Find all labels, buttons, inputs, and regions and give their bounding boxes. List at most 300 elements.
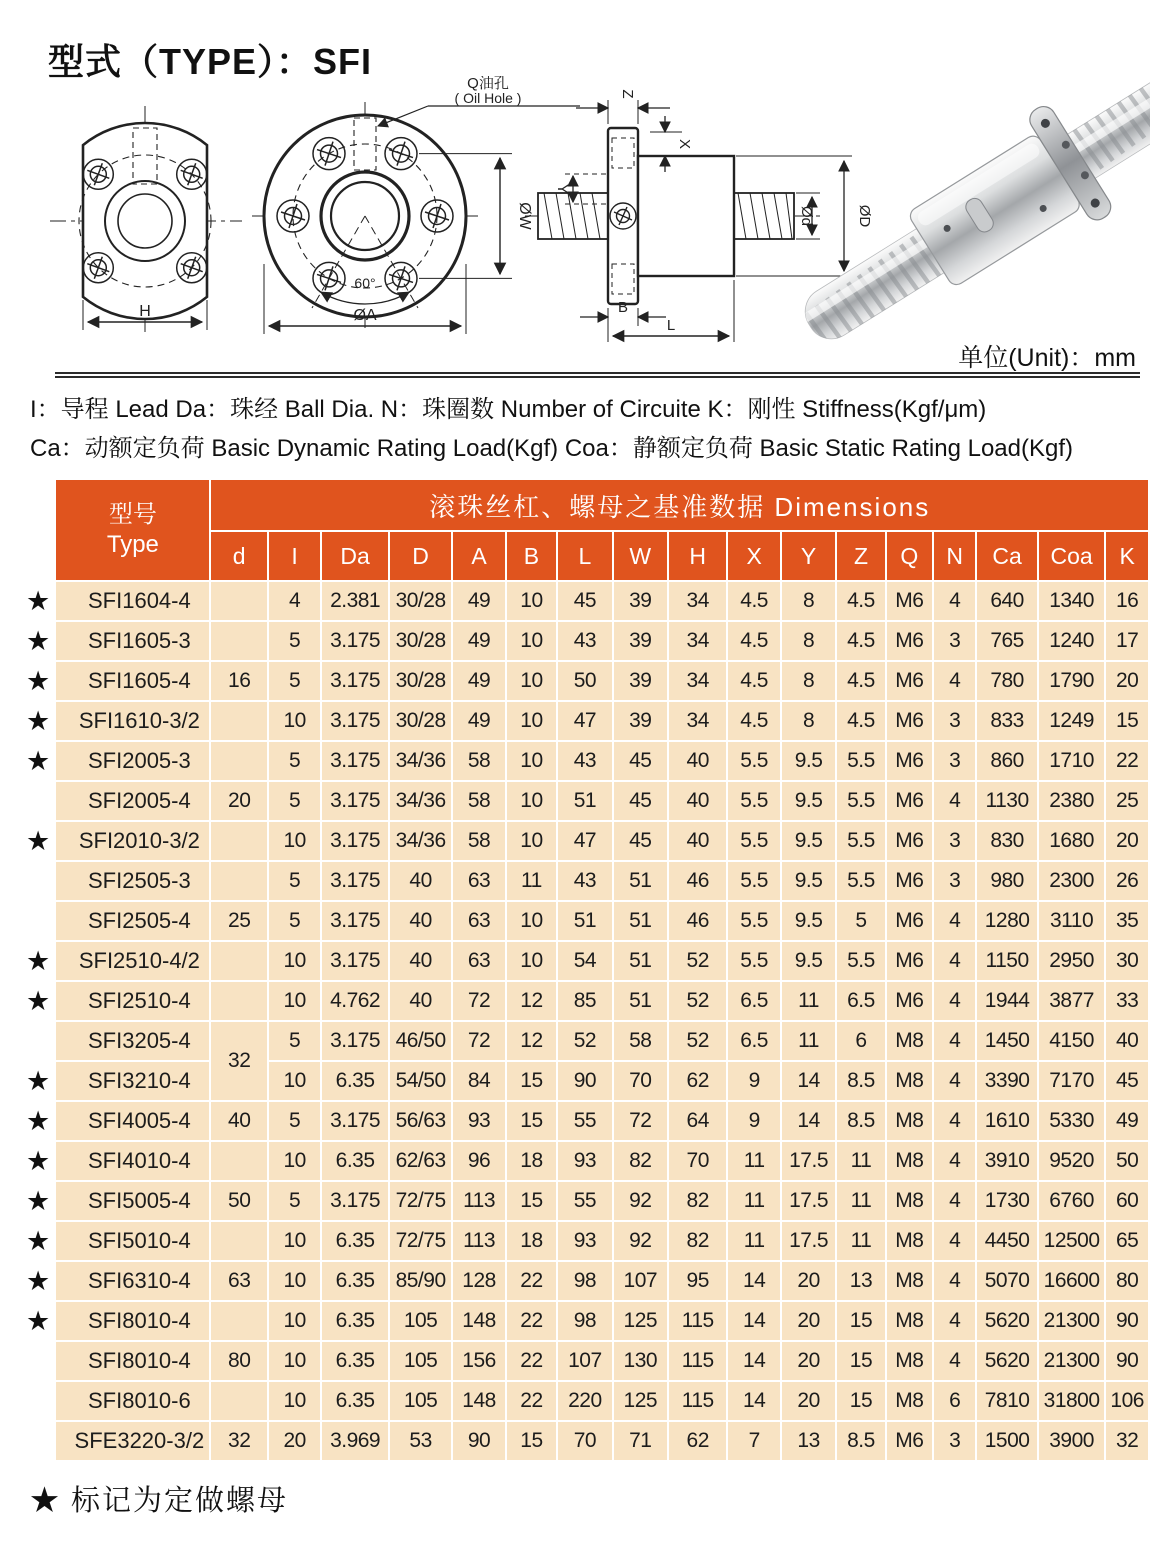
value-cell-a: 113 (452, 1221, 505, 1261)
value-cell-ca: 3390 (976, 1061, 1037, 1101)
value-cell-h: 95 (668, 1261, 727, 1301)
value-cell-b: 10 (506, 781, 557, 821)
value-cell-z: 8.5 (836, 1061, 885, 1101)
value-cell-i: 5 (268, 861, 321, 901)
star-placeholder (21, 861, 55, 901)
value-cell-k: 25 (1105, 781, 1149, 821)
value-cell-h: 64 (668, 1101, 727, 1141)
value-cell-d: 105 (389, 1301, 453, 1341)
value-cell-h: 40 (668, 781, 727, 821)
value-cell-n: 3 (933, 701, 976, 741)
value-cell-da: 3.969 (321, 1421, 389, 1461)
model-type-cell: SFI1604-4 (55, 581, 210, 621)
value-cell-k: 20 (1105, 821, 1149, 861)
custom-nut-star-icon: ★ (21, 821, 55, 861)
value-cell-w: 45 (613, 741, 668, 781)
value-cell-ca: 3910 (976, 1141, 1037, 1181)
value-cell-coa: 6760 (1038, 1181, 1106, 1221)
table-row (21, 1021, 1149, 1061)
legend-line-1: I：导程 Lead Da：珠经 Ball Dia. N：珠圈数 Number of Circuite K：刚性 Stiffness(Kgf/μm) (30, 396, 987, 423)
value-cell-coa: 1790 (1038, 661, 1106, 701)
custom-nut-star-icon: ★ (21, 621, 55, 661)
value-cell-i: 10 (268, 701, 321, 741)
table-row (21, 661, 1149, 701)
value-cell-d: 30/28 (389, 701, 453, 741)
value-cell-l: 98 (557, 1301, 612, 1341)
value-cell-b: 22 (506, 1301, 557, 1341)
value-cell-w: 51 (613, 901, 668, 941)
custom-nut-star-icon: ★ (21, 941, 55, 981)
value-cell-d: 40 (389, 941, 453, 981)
value-cell-w: 107 (613, 1261, 668, 1301)
value-cell-l: 220 (557, 1381, 612, 1421)
value-cell-coa: 2300 (1038, 861, 1106, 901)
value-cell-y: 17.5 (781, 1141, 836, 1181)
value-cell-da: 3.175 (321, 621, 389, 661)
value-cell-w: 71 (613, 1421, 668, 1461)
value-cell-z: 6.5 (836, 981, 885, 1021)
value-cell-z: 5.5 (836, 741, 885, 781)
value-cell-i: 5 (268, 1021, 321, 1061)
model-type-cell: SFE3220-3/2 (55, 1421, 210, 1461)
value-cell-q: M8 (886, 1381, 933, 1421)
dim-y-label: Y (554, 183, 571, 195)
value-cell-n: 3 (933, 861, 976, 901)
value-cell-n: 4 (933, 581, 976, 621)
value-cell-b: 10 (506, 901, 557, 941)
model-type-cell: SFI2005-4 (55, 781, 210, 821)
value-cell-x: 4.5 (727, 661, 780, 701)
value-cell-d: 53 (389, 1421, 453, 1461)
value-cell-d: 30/28 (389, 661, 453, 701)
value-cell-x: 14 (727, 1261, 780, 1301)
value-cell-ca: 640 (976, 581, 1037, 621)
value-cell-a: 128 (452, 1261, 505, 1301)
value-cell-x: 4.5 (727, 701, 780, 741)
column-header-y: Y (781, 531, 836, 581)
value-cell-d: 34/36 (389, 781, 453, 821)
value-cell-b: 18 (506, 1221, 557, 1261)
dim-x-label: X (676, 138, 693, 150)
value-cell-w: 92 (613, 1221, 668, 1261)
value-cell-d (210, 1141, 267, 1181)
value-cell-l: 93 (557, 1141, 612, 1181)
value-cell-i: 5 (268, 741, 321, 781)
value-cell-y: 9.5 (781, 941, 836, 981)
value-cell-a: 93 (452, 1101, 505, 1141)
value-cell-d: 34/36 (389, 741, 453, 781)
value-cell-n: 4 (933, 1181, 976, 1221)
value-cell-a: 72 (452, 981, 505, 1021)
value-cell-ca: 1130 (976, 781, 1037, 821)
value-cell-d: 72/75 (389, 1181, 453, 1221)
product-photo (768, 76, 1150, 344)
value-cell-n: 4 (933, 1021, 976, 1061)
value-cell-ca: 5620 (976, 1301, 1037, 1341)
value-cell-x: 11 (727, 1221, 780, 1261)
value-cell-w: 39 (613, 701, 668, 741)
value-cell-h: 52 (668, 981, 727, 1021)
value-cell-coa: 4150 (1038, 1021, 1106, 1061)
value-cell-da: 3.175 (321, 821, 389, 861)
value-cell-w: 45 (613, 821, 668, 861)
value-cell-w: 51 (613, 861, 668, 901)
value-cell-n: 3 (933, 1421, 976, 1461)
value-cell-b: 12 (506, 981, 557, 1021)
value-cell-q: M8 (886, 1221, 933, 1261)
value-cell-d: 40 (389, 861, 453, 901)
value-cell-y: 11 (781, 1021, 836, 1061)
legend (30, 390, 1073, 468)
value-cell-w: 82 (613, 1141, 668, 1181)
unit-label: 单位(Unit)：mm (958, 344, 1136, 372)
value-cell-h: 82 (668, 1181, 727, 1221)
column-header-d: d (210, 531, 267, 581)
custom-nut-star-icon: ★ (21, 1261, 55, 1301)
value-cell-ca: 5070 (976, 1261, 1037, 1301)
value-cell-z: 15 (836, 1381, 885, 1421)
value-cell-coa: 16600 (1038, 1261, 1106, 1301)
model-type-cell: SFI1605-3 (55, 621, 210, 661)
value-cell-coa: 31800 (1038, 1381, 1106, 1421)
value-cell-h: 70 (668, 1141, 727, 1181)
custom-nut-star-icon: ★ (21, 1301, 55, 1341)
value-cell-q: M6 (886, 901, 933, 941)
value-cell-coa: 3110 (1038, 901, 1106, 941)
value-cell-x: 11 (727, 1181, 780, 1221)
value-cell-k: 26 (1105, 861, 1149, 901)
dim-w-label: ØW (516, 202, 533, 230)
custom-nut-star-icon: ★ (21, 1141, 55, 1181)
table-row (21, 1181, 1149, 1221)
value-cell-w: 39 (613, 661, 668, 701)
value-cell-q: M8 (886, 1341, 933, 1381)
value-cell-w: 125 (613, 1301, 668, 1341)
value-cell-x: 4.5 (727, 581, 780, 621)
value-cell-z: 5.5 (836, 821, 885, 861)
value-cell-da: 6.35 (321, 1381, 389, 1421)
value-cell-k: 22 (1105, 741, 1149, 781)
value-cell-ca: 830 (976, 821, 1037, 861)
value-cell-y: 9.5 (781, 741, 836, 781)
value-cell-z: 8.5 (836, 1421, 885, 1461)
value-cell-h: 62 (668, 1421, 727, 1461)
value-cell-h: 46 (668, 861, 727, 901)
custom-nut-star-icon: ★ (21, 1181, 55, 1221)
value-cell-z: 15 (836, 1341, 885, 1381)
value-cell-d: 62/63 (389, 1141, 453, 1181)
column-header-n: N (933, 531, 976, 581)
table-row (21, 1061, 1149, 1101)
group-header-row (21, 479, 1149, 531)
table-row (21, 741, 1149, 781)
value-cell-l: 85 (557, 981, 612, 1021)
custom-nut-star-icon: ★ (21, 661, 55, 701)
value-cell-a: 58 (452, 821, 505, 861)
value-cell-b: 15 (506, 1421, 557, 1461)
value-cell-b: 15 (506, 1181, 557, 1221)
value-cell-d (210, 941, 267, 981)
value-cell-x: 14 (727, 1341, 780, 1381)
page-title: 型式（TYPE）：SFI (48, 41, 373, 82)
value-cell-l: 55 (557, 1181, 612, 1221)
value-cell-y: 8 (781, 621, 836, 661)
value-cell-a: 63 (452, 941, 505, 981)
value-cell-l: 51 (557, 781, 612, 821)
value-cell-h: 115 (668, 1301, 727, 1341)
dimensions-table (20, 478, 1150, 1462)
value-cell-x: 9 (727, 1101, 780, 1141)
angle-60-label: 60° (354, 275, 376, 291)
value-cell-l: 70 (557, 1421, 612, 1461)
value-cell-k: 40 (1105, 1021, 1149, 1061)
value-cell-h: 62 (668, 1061, 727, 1101)
value-cell-d (210, 981, 267, 1021)
value-cell-coa: 1710 (1038, 741, 1106, 781)
value-cell-q: M6 (886, 701, 933, 741)
value-cell-h: 34 (668, 661, 727, 701)
value-cell-a: 113 (452, 1181, 505, 1221)
value-cell-i: 10 (268, 941, 321, 981)
table-row (21, 901, 1149, 941)
value-cell-h: 34 (668, 581, 727, 621)
value-cell-l: 43 (557, 861, 612, 901)
value-cell-ca: 765 (976, 621, 1037, 661)
value-cell-x: 5.5 (727, 781, 780, 821)
value-cell-k: 16 (1105, 581, 1149, 621)
value-cell-k: 90 (1105, 1301, 1149, 1341)
column-header-k: K (1105, 531, 1149, 581)
value-cell-i: 10 (268, 821, 321, 861)
value-cell-d (210, 581, 267, 621)
value-cell-q: M8 (886, 1301, 933, 1341)
value-cell-d (210, 1381, 267, 1421)
column-header-i: I (268, 531, 321, 581)
model-type-cell: SFI8010-6 (55, 1381, 210, 1421)
model-type-cell: SFI4010-4 (55, 1141, 210, 1181)
value-cell-n: 4 (933, 901, 976, 941)
value-cell-q: M6 (886, 821, 933, 861)
value-cell-y: 9.5 (781, 821, 836, 861)
column-header-q: Q (886, 531, 933, 581)
value-cell-w: 130 (613, 1341, 668, 1381)
value-cell-y: 9.5 (781, 781, 836, 821)
value-cell-l: 54 (557, 941, 612, 981)
value-cell-ca: 833 (976, 701, 1037, 741)
value-cell-x: 5.5 (727, 941, 780, 981)
value-cell-d: 85/90 (389, 1261, 453, 1301)
value-cell-d: 50 (210, 1181, 267, 1221)
value-cell-y: 20 (781, 1341, 836, 1381)
column-header-w: W (613, 531, 668, 581)
value-cell-z: 13 (836, 1261, 885, 1301)
dimensions-group-header: 滚珠丝杠、螺母之基准数据 Dimensions (210, 479, 1149, 531)
value-cell-ca: 5620 (976, 1341, 1037, 1381)
value-cell-d: 105 (389, 1341, 453, 1381)
value-cell-z: 6 (836, 1021, 885, 1061)
table-row (21, 1421, 1149, 1461)
star-placeholder (21, 1341, 55, 1381)
table-row (21, 941, 1149, 981)
value-cell-l: 45 (557, 581, 612, 621)
value-cell-d (210, 861, 267, 901)
value-cell-i: 10 (268, 1381, 321, 1421)
dim-l-label: L (666, 317, 676, 334)
value-cell-ca: 4450 (976, 1221, 1037, 1261)
value-cell-da: 6.35 (321, 1141, 389, 1181)
flange-round-view (252, 76, 580, 334)
value-cell-x: 5.5 (727, 821, 780, 861)
custom-nut-star-icon: ★ (21, 701, 55, 741)
value-cell-k: 106 (1105, 1381, 1149, 1421)
value-cell-coa: 9520 (1038, 1141, 1106, 1181)
dim-b-label: B (617, 299, 629, 316)
value-cell-ca: 860 (976, 741, 1037, 781)
value-cell-coa: 5330 (1038, 1101, 1106, 1141)
custom-nut-star-icon: ★ (21, 581, 55, 621)
value-cell-i: 20 (268, 1421, 321, 1461)
value-cell-a: 156 (452, 1341, 505, 1381)
value-cell-h: 115 (668, 1341, 727, 1381)
model-type-cell: SFI8010-4 (55, 1301, 210, 1341)
value-cell-a: 63 (452, 861, 505, 901)
value-cell-d: 20 (210, 781, 267, 821)
value-cell-n: 4 (933, 1221, 976, 1261)
oil-hole-label-cn: Q油孔 (467, 76, 509, 92)
value-cell-x: 6.5 (727, 981, 780, 1021)
value-cell-l: 50 (557, 661, 612, 701)
column-header-x: X (727, 531, 780, 581)
dim-a-label: ØA (353, 307, 377, 324)
value-cell-w: 58 (613, 1021, 668, 1061)
model-type-cell: SFI2505-3 (55, 861, 210, 901)
value-cell-da: 6.35 (321, 1061, 389, 1101)
value-cell-y: 9.5 (781, 861, 836, 901)
column-header-d: D (389, 531, 453, 581)
value-cell-b: 10 (506, 581, 557, 621)
value-cell-q: M6 (886, 661, 933, 701)
value-cell-x: 14 (727, 1381, 780, 1421)
value-cell-q: M6 (886, 621, 933, 661)
value-cell-i: 4 (268, 581, 321, 621)
table-row (21, 1141, 1149, 1181)
value-cell-n: 4 (933, 1101, 976, 1141)
value-cell-z: 8.5 (836, 1101, 885, 1141)
value-cell-h: 34 (668, 701, 727, 741)
value-cell-n: 4 (933, 1341, 976, 1381)
value-cell-y: 14 (781, 1061, 836, 1101)
value-cell-k: 33 (1105, 981, 1149, 1021)
value-cell-b: 11 (506, 861, 557, 901)
model-type-cell: SFI3210-4 (55, 1061, 210, 1101)
value-cell-h: 34 (668, 621, 727, 661)
value-cell-q: M6 (886, 741, 933, 781)
table-row (21, 1261, 1149, 1301)
value-cell-l: 55 (557, 1101, 612, 1141)
value-cell-i: 5 (268, 661, 321, 701)
table-row (21, 821, 1149, 861)
custom-nut-star-icon: ★ (21, 981, 55, 1021)
value-cell-ca: 1944 (976, 981, 1037, 1021)
value-cell-l: 107 (557, 1341, 612, 1381)
value-cell-a: 58 (452, 741, 505, 781)
value-cell-i: 5 (268, 1101, 321, 1141)
table-row (21, 621, 1149, 661)
value-cell-ca: 780 (976, 661, 1037, 701)
type-column-header (55, 479, 210, 581)
value-cell-ca: 1730 (976, 1181, 1037, 1221)
value-cell-a: 49 (452, 701, 505, 741)
value-cell-da: 4.762 (321, 981, 389, 1021)
value-cell-ca: 1150 (976, 941, 1037, 981)
value-cell-q: M8 (886, 1261, 933, 1301)
value-cell-a: 58 (452, 781, 505, 821)
value-cell-q: M8 (886, 1021, 933, 1061)
value-cell-h: 52 (668, 941, 727, 981)
value-cell-h: 46 (668, 901, 727, 941)
value-cell-q: M8 (886, 1101, 933, 1141)
column-header-h: H (668, 531, 727, 581)
value-cell-da: 3.175 (321, 1101, 389, 1141)
value-cell-y: 17.5 (781, 1221, 836, 1261)
table-body (21, 581, 1149, 1461)
value-cell-z: 11 (836, 1221, 885, 1261)
value-cell-i: 10 (268, 981, 321, 1021)
value-cell-l: 51 (557, 901, 612, 941)
value-cell-b: 15 (506, 1101, 557, 1141)
model-type-cell: SFI2510-4/2 (55, 941, 210, 981)
value-cell-a: 148 (452, 1301, 505, 1341)
value-cell-d (210, 741, 267, 781)
value-cell-d: 46/50 (389, 1021, 453, 1061)
value-cell-d (210, 621, 267, 661)
value-cell-z: 4.5 (836, 621, 885, 661)
value-cell-a: 148 (452, 1381, 505, 1421)
value-cell-q: M6 (886, 861, 933, 901)
flange-flat-view (50, 106, 242, 336)
value-cell-d: 34/36 (389, 821, 453, 861)
value-cell-d: 30/28 (389, 581, 453, 621)
column-header-b: B (506, 531, 557, 581)
value-cell-l: 98 (557, 1261, 612, 1301)
value-cell-y: 8 (781, 701, 836, 741)
value-cell-y: 13 (781, 1421, 836, 1461)
value-cell-k: 35 (1105, 901, 1149, 941)
model-type-cell: SFI4005-4 (55, 1101, 210, 1141)
column-header-coa: Coa (1038, 531, 1106, 581)
value-cell-y: 20 (781, 1381, 836, 1421)
value-cell-coa: 7170 (1038, 1061, 1106, 1101)
model-type-cell: SFI5010-4 (55, 1221, 210, 1261)
value-cell-d: 40 (389, 981, 453, 1021)
model-type-cell: SFI2510-4 (55, 981, 210, 1021)
oil-hole-label-en: ( Oil Hole ) (454, 90, 522, 106)
value-cell-i: 10 (268, 1061, 321, 1101)
value-cell-w: 45 (613, 781, 668, 821)
type-header-cn: 型号 (108, 501, 157, 528)
value-cell-w: 72 (613, 1101, 668, 1141)
value-cell-k: 32 (1105, 1421, 1149, 1461)
value-cell-z: 11 (836, 1141, 885, 1181)
value-cell-x: 5.5 (727, 741, 780, 781)
value-cell-a: 84 (452, 1061, 505, 1101)
custom-nut-star-icon: ★ (21, 1221, 55, 1261)
value-cell-l: 43 (557, 741, 612, 781)
value-cell-da: 3.175 (321, 741, 389, 781)
value-cell-b: 22 (506, 1341, 557, 1381)
star-column-header (21, 479, 55, 581)
value-cell-q: M6 (886, 581, 933, 621)
